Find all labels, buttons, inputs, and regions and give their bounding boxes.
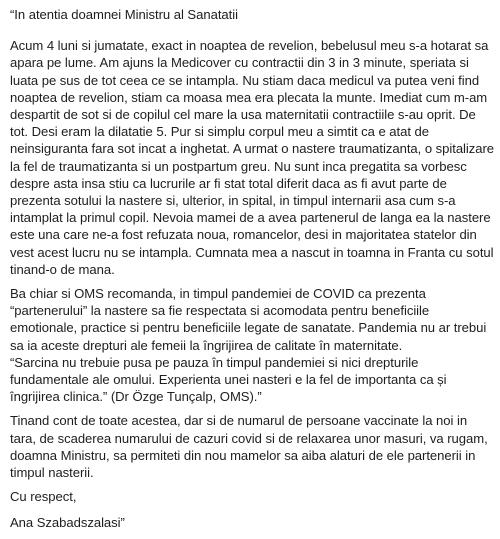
closing: Cu respect, — [10, 489, 77, 505]
paragraph-request: Tinand cont de toate acestea, dar si de numarul de persoane vaccinate la noi in tara, de scaderea numarului de cazuri covid si de relaxarea unor masuri, va rugam, doamna Ministru, sa permiteti din nou mamelor sa aiba alaturi de ele partenerii in timpul nasterii. — [10, 413, 488, 481]
salutation: “In atentia doamnei Ministru al Sanatatii — [10, 7, 238, 22]
signature: Ana Szabadszalasi” — [10, 515, 125, 531]
paragraph-birth-story: Acum 4 luni si jumatate, exact in noaptea de revelion, bebelusul meu s-a hotarat sa apara pe lume. Am ajuns la Medicover cu contractii din 3 in 3 minute, speriata si luata pe sus de tot ceea ce se intampla. Nu stiam daca medicul va putea veni find noaptea de revelion, stiam ca moasa mea era plecata la munte. Imediat cum m-am despartit de sot si de copilul cel mare la usa maternitatii contractiile s-au oprit. De tot. Desi eram la dilatatie 5. Pur si simplu corpul meu a simtit ca e atat de neinsiguranta fara sot incat a inghetat. A urmat o nastere traumatizanta, o spitalizare la fel de traumatizanta si un postpartum greu. Nu sunt inca pregatita sa vorbesc despre asta insa stiu ca lucrurile ar fi stat total diferit daca as fi avut parte de prezenta sotului la nastere si, ulterior, in spital, in timpul internarii asa cum s-a intamplat la primul copil. Nevoia mamei de a avea partenerul de langa ea la nastere este una care ne-a fost refuzata noua, romancelor, desi in majoritatea statelor din vest acest lucru nu se intampla. Cumnata mea a nascut in toamna in Franta cu sotul tinand-o de mana. — [10, 38, 495, 277]
letter-body — [10, 6, 496, 539]
paragraph-oms-recommendation: Ba chiar si OMS recomanda, in timpul pandemiei de COVID ca prezenta “partenerului” la nastere sa fie respectata si acomodata pentru beneficiile emotionale, practice si pentru beneficiile legate de sanatate. Pandemia nu ar trebui sa ia aceste drepturi ale femeii la îngrijirea de calitate în maternitate. “Sarcina nu trebuie pusa pe pauza în timpul pandemiei si nici drepturile fundamentale ale omului. Experienta unei nasteri e la fel de importanta ca și îngrijirea clinica.” (Dr Özge Tunçalp, OMS).” — [10, 286, 487, 405]
